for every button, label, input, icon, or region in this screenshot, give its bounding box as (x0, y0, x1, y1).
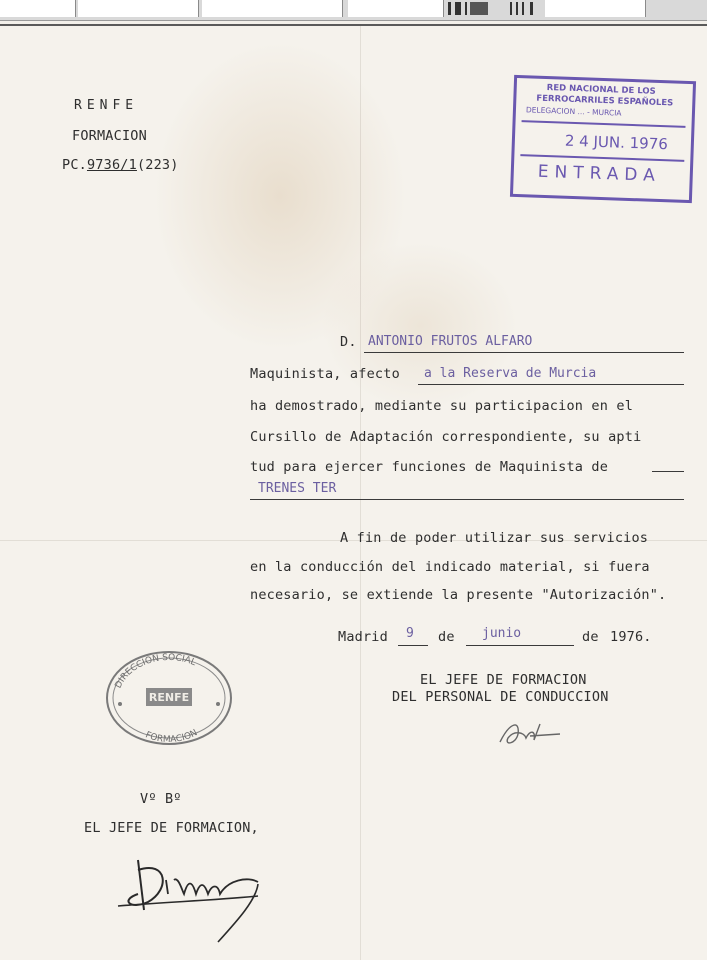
date-city: Madrid (338, 629, 388, 645)
stamp-line1: RED NACIONAL DE LOS (546, 83, 656, 97)
fold-line-vertical (360, 26, 361, 960)
stamp-date: 2 4 JUN. 1976 (564, 131, 669, 154)
entry-stamp (510, 75, 696, 203)
stamp-line3: DELEGACION ... - MURCIA (525, 105, 622, 118)
date-de1: de (438, 629, 455, 645)
date-day: 9 (406, 626, 414, 641)
approval-vobo: Vº Bº (140, 791, 182, 807)
ref-prefix: PC. (62, 157, 87, 173)
para2-line2: en la conducción del indicado material, si fuera (250, 559, 650, 575)
signature-mark (490, 712, 570, 752)
department-seal (104, 648, 234, 748)
signatory-line2: DEL PERSONAL DE CONDUCCION (392, 689, 609, 705)
approval-signature (108, 850, 278, 950)
header-reference (62, 157, 179, 173)
material: TRENES TER (258, 481, 337, 496)
body-line4: tud para ejercer funciones de Maquinista de (250, 459, 609, 475)
stamp-line2: FERROCARRILES ESPAÑOLES (536, 93, 674, 109)
seal-center-text: RENFE (148, 691, 190, 704)
para2-line3: necesario, se extiende la presente "Autorización". (250, 587, 667, 603)
date-month: junio (482, 626, 522, 641)
material-underline (250, 499, 684, 500)
seal-bottom-text: FORMACION (143, 728, 200, 746)
date-year: 1976. (610, 629, 652, 645)
body-line3: Cursillo de Adaptación correspondiente, su apti (250, 429, 642, 445)
body-line1-a: Maquinista, afecto (250, 366, 400, 382)
day-underline (398, 645, 428, 646)
seal-top-text: DIRECCION SOCIAL (113, 652, 198, 691)
name-underline (364, 352, 684, 353)
stamp-label: ENTRADA (537, 161, 662, 187)
assignment-underline (418, 384, 684, 385)
stamp-divider (522, 120, 686, 128)
scanner-strip (0, 0, 707, 21)
stamp-divider (520, 154, 684, 162)
header-dept: FORMACION (72, 128, 147, 144)
ref-suffix: (223) (136, 157, 179, 173)
approval-title: EL JEFE DE FORMACION, (84, 820, 259, 836)
body-line2: ha demostrado, mediante su participacion en el (250, 398, 634, 414)
signatory-line1: EL JEFE DE FORMACION (420, 672, 587, 688)
header-org: RENFE (74, 98, 139, 113)
line4-underline (652, 471, 684, 472)
title-prefix: D. (340, 334, 357, 350)
para2-line1: A fin de poder utilizar sus servicios (340, 530, 649, 546)
month-underline (466, 645, 574, 646)
date-de2: de (582, 629, 599, 645)
ref-number: 9736/1 (86, 157, 137, 173)
recipient-name: ANTONIO FRUTOS ALFARO (368, 334, 533, 349)
assignment: a la Reserva de Murcia (424, 366, 597, 381)
